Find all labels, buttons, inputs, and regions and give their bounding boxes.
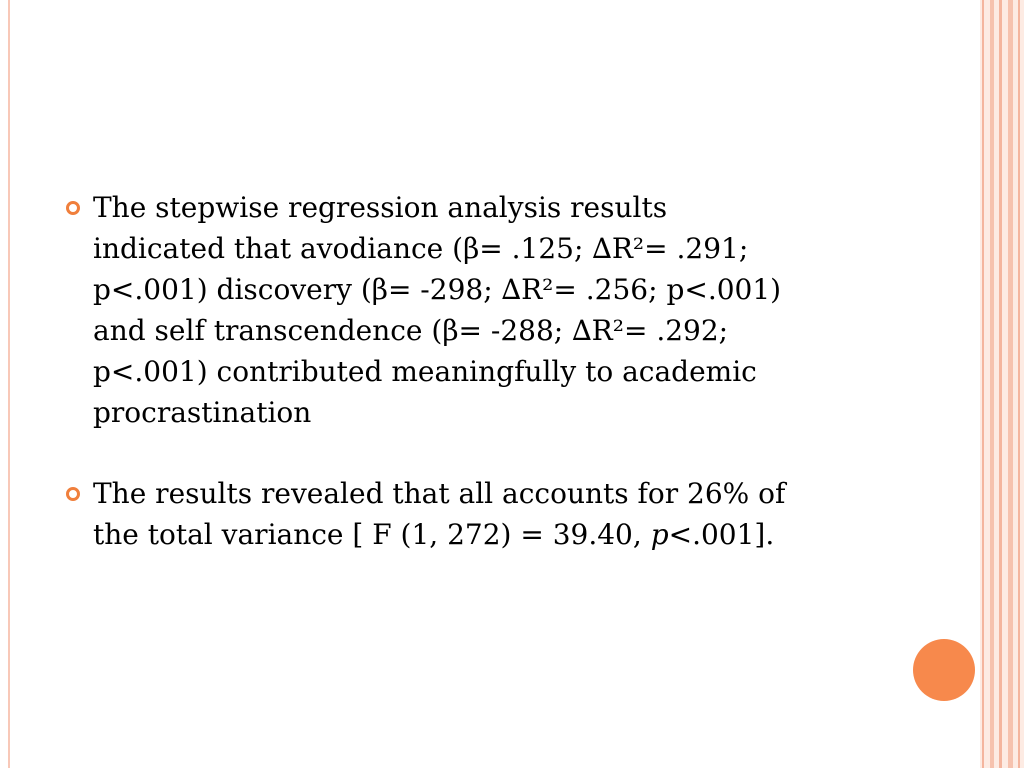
right-stripe <box>1018 0 1020 768</box>
slide-body <box>66 187 866 595</box>
bullet-text: The stepwise regression analysis results indicated that avodiance (β= .125; ∆R²= .291; p<.001) discovery (β= -298; ∆R²= .256; p<.001) and self transcendence (β= -288; ∆R²= .292; p<.001) contributed meaningfully to academic procrastination <box>93 191 782 429</box>
bullet-circle-icon <box>66 487 80 501</box>
decorative-circle-icon <box>913 639 975 701</box>
right-stripe <box>982 0 984 768</box>
right-stripe <box>990 0 994 768</box>
bullet-text-italic: p <box>650 518 669 551</box>
right-stripe <box>999 0 1002 768</box>
left-border-line <box>8 0 10 768</box>
bullet-text-part: The results revealed that all accounts for 26% of the total variance [ F (1, 272) = 39.40, <box>93 477 786 551</box>
bullet-text <box>93 473 866 555</box>
bullet-item <box>66 473 866 555</box>
right-stripe <box>1008 0 1013 768</box>
bullet-item <box>66 187 866 433</box>
bullet-circle-icon <box>66 201 80 215</box>
bullet-text-part: <.001]. <box>668 518 775 551</box>
